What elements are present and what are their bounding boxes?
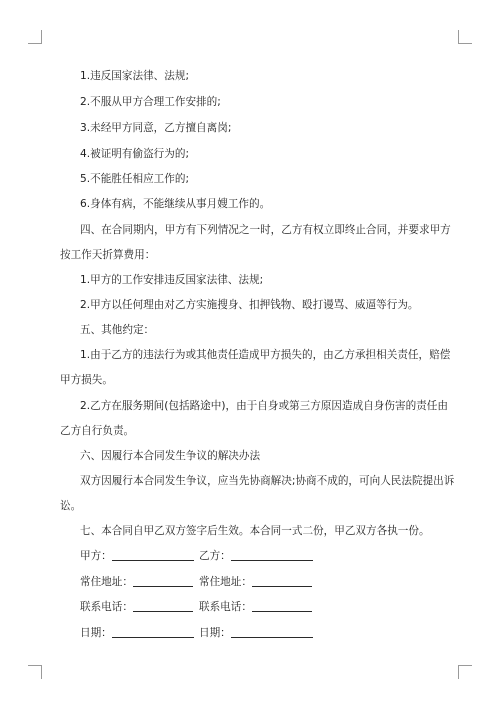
effective-clause: 七、本合同自甲乙双方签字后生效。本合同一式二份，甲乙双方各执一份。 — [80, 525, 430, 537]
date-b-blank[interactable] — [231, 626, 313, 638]
dispute-text-line-1: 双方因履行本合同发生争议，应当先协商解决;协商不成的，可向人民法院提出诉 — [80, 475, 455, 487]
clause-terminate-line-2: 按工作天折算费用： — [60, 249, 156, 261]
crop-mark-bottom-left — [28, 665, 42, 679]
phone-a-blank[interactable] — [133, 600, 193, 612]
signature-row-party — [80, 549, 231, 563]
date-a-label: 日期： — [80, 627, 112, 639]
other-item-2-line-2: 乙方自行负责。 — [60, 425, 135, 437]
section-other-heading: 五、其他约定： — [80, 324, 155, 336]
phone-a-label: 联系电话： — [80, 601, 133, 613]
date-b-label: 日期： — [199, 627, 231, 639]
address-a-label: 常住地址： — [80, 576, 133, 588]
terminate-item-1: 1.甲方的工作安排违反国家法律、法规; — [80, 274, 264, 286]
address-b-blank[interactable] — [252, 575, 312, 587]
address-a-blank[interactable] — [133, 575, 193, 587]
party-b-blank[interactable] — [231, 549, 313, 561]
signature-row-address — [80, 575, 252, 589]
party-b-label: 乙方： — [199, 550, 231, 562]
signature-row-phone — [80, 600, 252, 614]
phone-b-label: 联系电话： — [199, 601, 252, 613]
other-item-2-line-1: 2.乙方在服务期间(包括路途中)，由于自身或第三方原因造成自身伤害的责任由 — [80, 400, 448, 412]
address-b-group — [199, 575, 312, 589]
date-a-blank[interactable] — [112, 626, 194, 638]
phone-b-blank[interactable] — [252, 600, 312, 612]
clause-item-6: 6.身体有病，不能继续从事月嫂工作的。 — [80, 198, 271, 210]
other-item-1-line-1: 1.由于乙方的违法行为或其他责任造成甲方损失的，由乙方承担相关责任，赔偿 — [80, 349, 451, 361]
crop-mark-bottom-right — [458, 665, 472, 679]
crop-mark-top-left — [28, 30, 42, 44]
signature-row-date — [80, 626, 231, 640]
crop-mark-top-right — [458, 30, 472, 44]
party-a-label: 甲方： — [80, 550, 112, 562]
clause-item-5: 5.不能胜任相应工作的; — [80, 173, 190, 185]
clause-item-4: 4.被证明有偷盗行为的; — [80, 148, 190, 160]
address-b-label: 常住地址： — [199, 576, 252, 588]
other-item-1-line-2: 甲方损失。 — [60, 374, 113, 386]
dispute-text-line-2: 讼。 — [60, 500, 82, 512]
party-a-blank[interactable] — [112, 549, 194, 561]
clause-item-2: 2.不服从甲方合理工作安排的; — [80, 96, 221, 108]
clause-item-1: 1.违反国家法律、法规; — [80, 70, 190, 82]
terminate-item-2: 2.甲方以任何理由对乙方实施搜身、扣押钱物、殴打谩骂、威逼等行为。 — [80, 299, 419, 311]
date-b-group — [199, 626, 313, 640]
phone-b-group — [199, 600, 312, 614]
clause-terminate-line-1: 四、在合同期内，甲方有下列情况之一时，乙方有权立即终止合同，并要求甲方 — [80, 224, 451, 236]
section-dispute-heading: 六、因履行本合同发生争议的解决办法 — [80, 450, 261, 462]
clause-item-3: 3.未经甲方同意，乙方擅自离岗; — [80, 122, 232, 134]
party-b-group — [199, 549, 313, 563]
